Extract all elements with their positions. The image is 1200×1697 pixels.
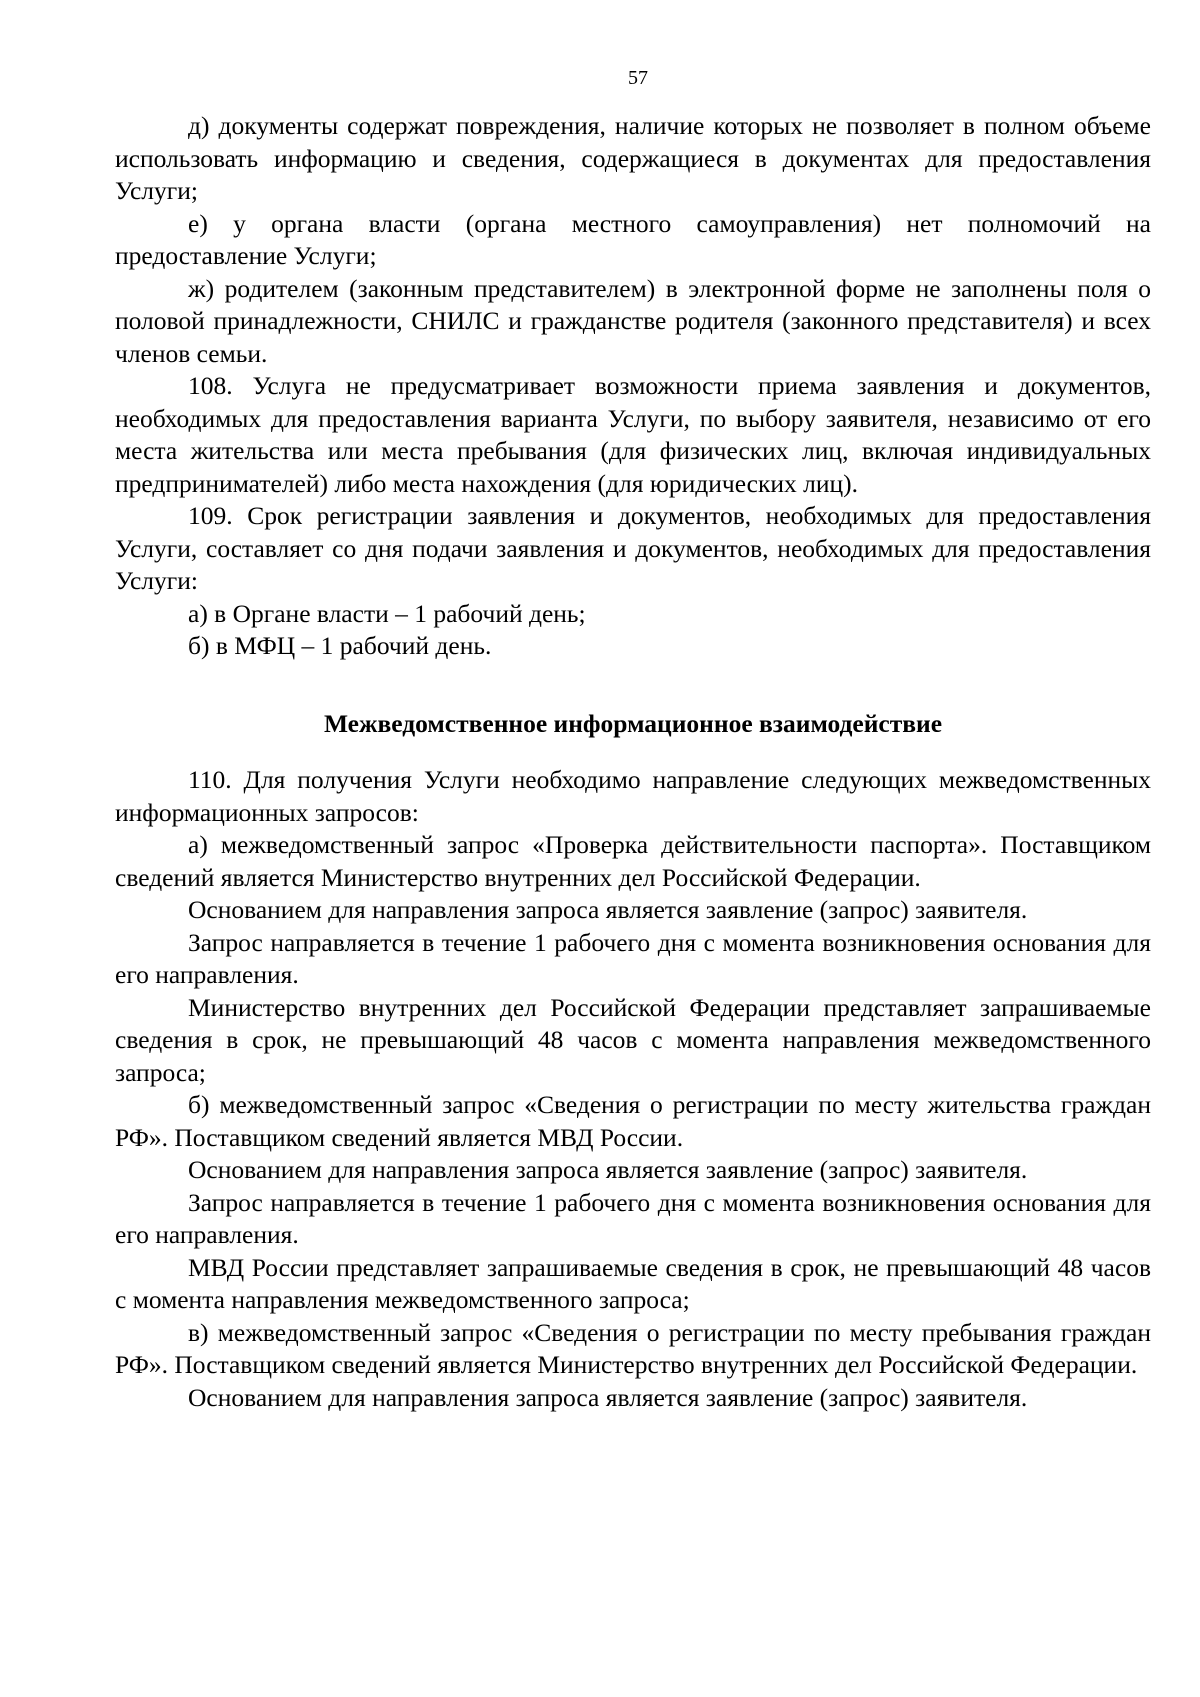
paragraph-110: 110. Для получения Услуги необходимо направление следующих межведомственных информационных запросов: (115, 765, 1151, 827)
paragraph-109-item-a: а) в Органе власти – 1 рабочий день; (188, 598, 586, 628)
paragraph-item-zh: ж) родителем (законным представителем) в электронной форме не заполнены поля о половой принадлежности, СНИЛС и гражданстве родителя (законного представителя) и всех членов семьи. (115, 273, 1151, 368)
paragraph-response-a: Министерство внутренних дел Российской Федерации представляет запрашиваемые сведения в срок, не превышающий 48 часов с момента направления межведомственного запроса; (115, 992, 1151, 1087)
paragraph-110-item-v: в) межведомственный запрос «Сведения о регистрации по месту пребывания граждан РФ». Поставщиком сведений является Министерство внутренних дел Российской Федерации. (115, 1317, 1151, 1379)
paragraph-item-e: е) у органа власти (органа местного самоуправления) нет полномочий на предоставление Услуги; (115, 208, 1151, 270)
paragraph-109: 109. Срок регистрации заявления и документов, необходимых для предоставления Услуги, составляет со дня подачи заявления и документов, необходимых для предоставления Услуги: (115, 501, 1151, 595)
paragraph-basis-a: Основанием для направления запроса является заявление (запрос) заявителя. (188, 895, 1028, 924)
paragraph-110-item-a: а) межведомственный запрос «Проверка действительности паспорта». Поставщиком сведений является Министерство внутренних дел Российской Федерации. (115, 830, 1151, 892)
paragraph-timing-a: Запрос направляется в течение 1 рабочего дня с момента возникновения основания для его направления. (115, 927, 1151, 989)
page-number: 57 (628, 67, 648, 89)
paragraph-response-b: МВД России представляет запрашиваемые сведения в срок, не превышающий 48 часов с момента направления межведомственного запроса; (115, 1252, 1151, 1314)
document-body (115, 110, 1151, 1414)
paragraph-109-item-b: б) в МФЦ – 1 рабочий день. (188, 631, 492, 660)
section-heading: Межведомственное информационное взаимодействие (323, 708, 943, 738)
paragraph-110-item-b: б) межведомственный запрос «Сведения о регистрации по месту жительства граждан РФ». Поставщиком сведений является МВД России. (115, 1090, 1151, 1152)
paragraph-timing-b: Запрос направляется в течение 1 рабочего дня с момента возникновения основания для его направления. (115, 1187, 1151, 1249)
paragraph-basis-b: Основанием для направления запроса является заявление (запрос) заявителя. (188, 1155, 1028, 1184)
paragraph-basis-v: Основанием для направления запроса является заявление (запрос) заявителя. (188, 1382, 1028, 1412)
paragraph-108: 108. Услуга не предусматривает возможности приема заявления и документов, необходимых для предоставления варианта Услуги, по выбору заявителя, независимо от его места жительства или места пребывания (для физических лиц, включая индивидуальных предпринимателей) либо места нахождения (для юридических лиц). (115, 371, 1151, 498)
paragraph-item-d: д) документы содержат повреждения, наличие которых не позволяет в полном объеме использовать информацию и сведения, содержащиеся в документах для предоставления Услуги; (115, 111, 1151, 205)
